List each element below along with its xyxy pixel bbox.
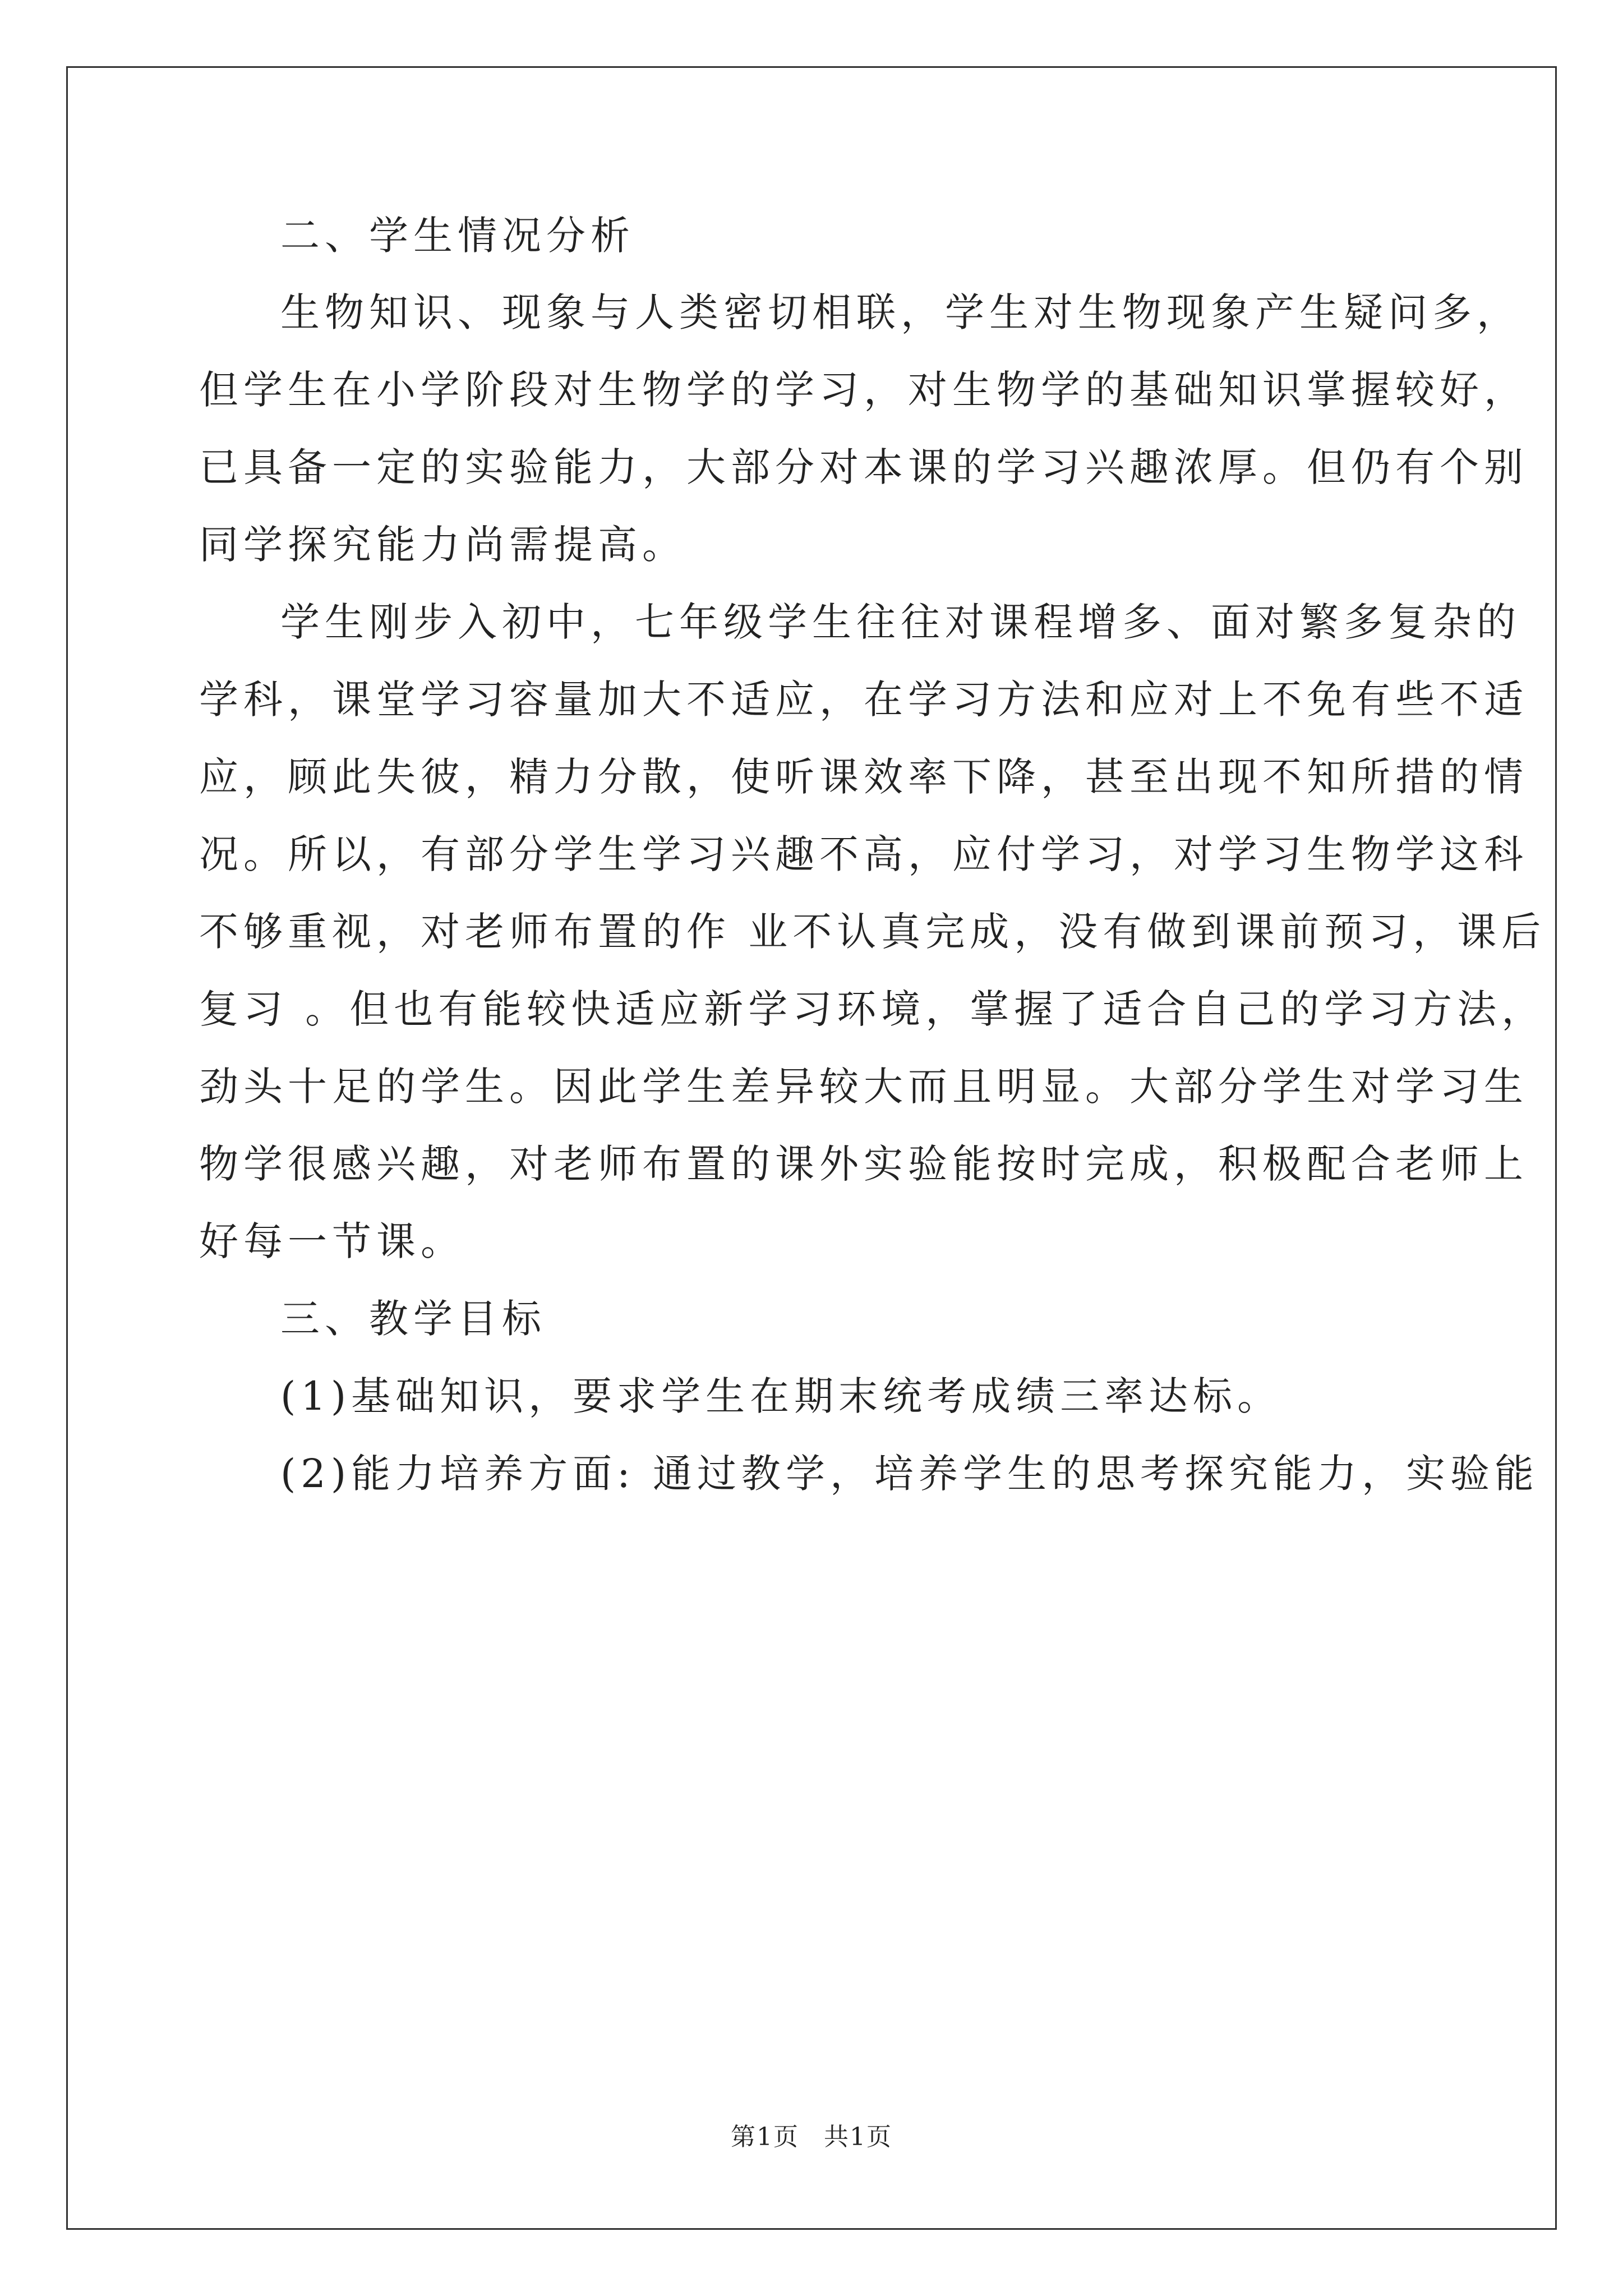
- paragraph-line: 好每一节课。: [199, 1218, 465, 1264]
- paragraph-line: 学科，课堂学习容量加大不适应，在学习方法和应对上不免有些不适: [199, 677, 1528, 723]
- paragraph-line: 但学生在小学阶段对生物学的学习，对生物学的基础知识掌握较好，: [199, 367, 1528, 413]
- paragraph-line: 劲头十足的学生。因此学生差异较大而且明显。大部分学生对学习生: [199, 1064, 1528, 1110]
- paragraph-line: 复习 。但也有能较快适应新学习环境，掌握了适合自己的学习方法，: [199, 986, 1546, 1032]
- paragraph-line: 同学探究能力尚需提高。: [199, 522, 686, 568]
- paragraph-line: 生物知识、现象与人类密切相联，学生对生物现象产生疑问多，: [280, 289, 1521, 335]
- section-heading-teaching-goals: 三、教学目标: [280, 1296, 546, 1342]
- paragraph-line: 学生刚步入初中，七年级学生往往对课程增多、面对繁多复杂的: [280, 599, 1521, 645]
- paragraph-line: 不够重视，对老师布置的作 业不认真完成，没有做到课前预习，课后: [199, 909, 1546, 955]
- list-item-ability-training: (2)能力培养方面: 通过教学，培养学生的思考探究能力，实验能: [280, 1451, 1539, 1497]
- page-footer: [0, 2120, 1623, 2154]
- paragraph-line: 物学很感兴趣，对老师布置的课外实验能按时完成，积极配合老师上: [199, 1141, 1528, 1187]
- page-total: 共1页: [824, 2123, 892, 2151]
- list-item-basic-knowledge: (1)基础知识，要求学生在期末统考成绩三率达标。: [280, 1373, 1282, 1419]
- paragraph-line: 况。所以，有部分学生学习兴趣不高，应付学习，对学习生物学这科: [199, 831, 1528, 877]
- paragraph-line: 已具备一定的实验能力，大部分对本课的学习兴趣浓厚。但仍有个别: [199, 444, 1528, 490]
- page-number: 第1页: [731, 2123, 799, 2151]
- section-heading-student-analysis: 二、学生情况分析: [280, 213, 635, 259]
- paragraph-line: 应，顾此失彼，精力分散，使听课效率下降，甚至出现不知所措的情: [199, 754, 1528, 800]
